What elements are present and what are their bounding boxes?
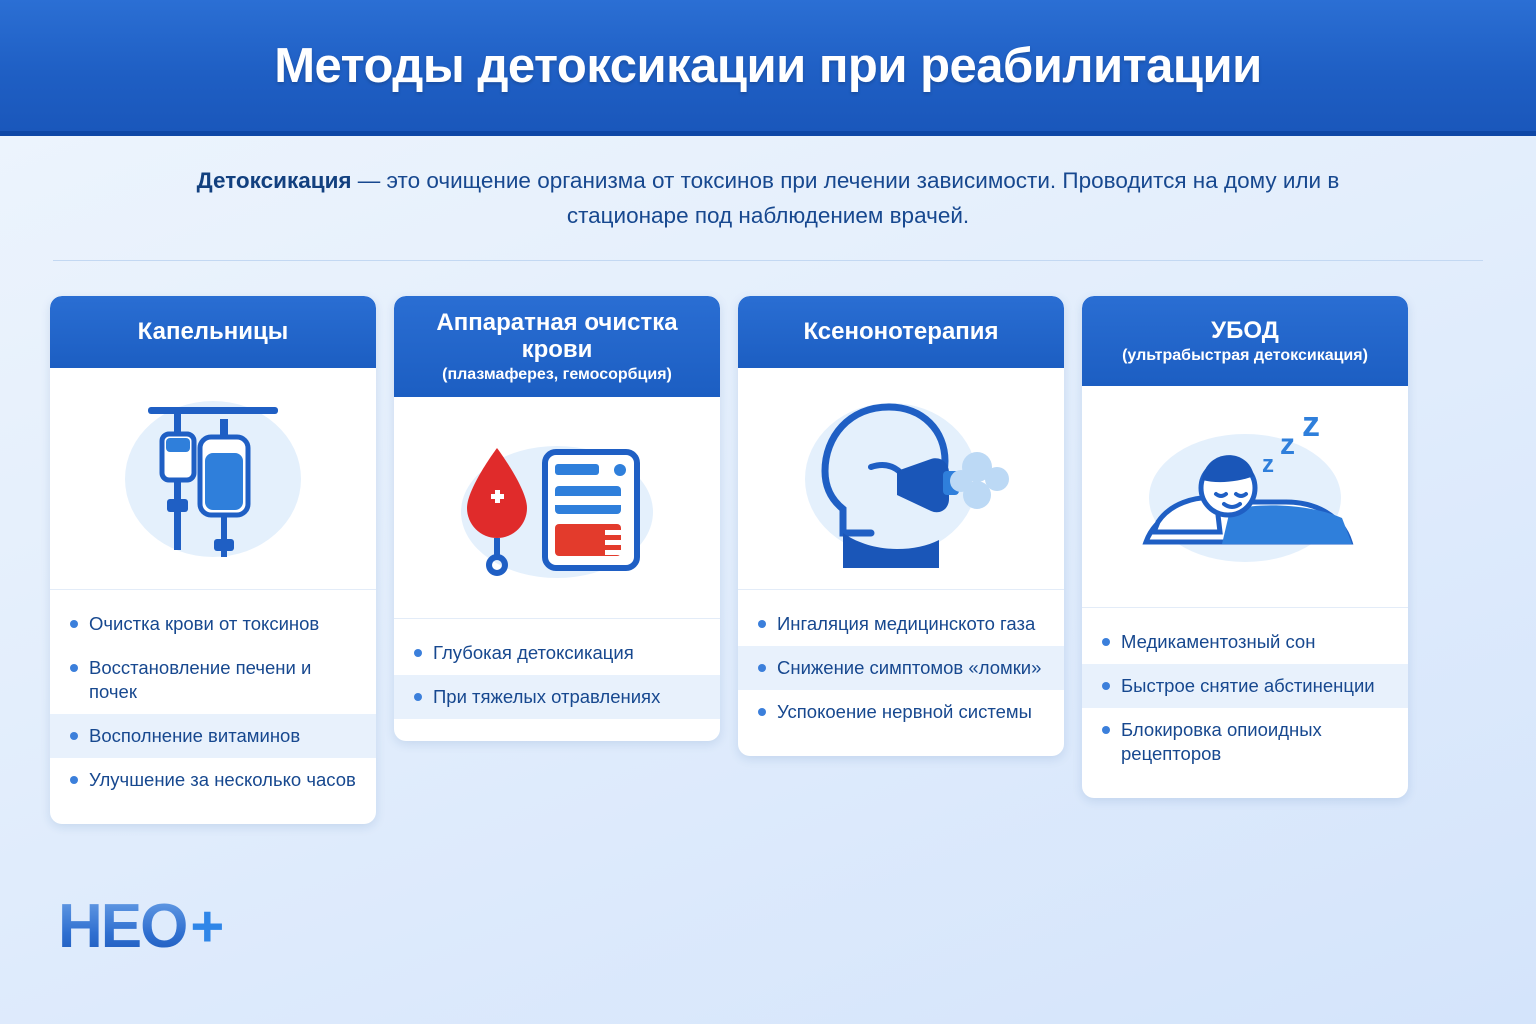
bullet-dot-icon — [70, 732, 78, 740]
iv-drip-icon — [88, 379, 338, 579]
card-title: Ксенонотерапия — [803, 318, 999, 346]
card-title: Аппаратная очистка крови — [436, 309, 678, 363]
card-bullets — [394, 619, 720, 741]
card-ubod[interactable] — [1082, 296, 1408, 798]
card-title: УБОД — [1211, 317, 1279, 345]
list-item — [738, 646, 1064, 690]
bullet-text: Ингаляция медицинското газа — [777, 613, 1036, 634]
bullet-dot-icon — [70, 776, 78, 784]
bullet-dot-icon — [1102, 638, 1110, 646]
bullet-text: Очистка крови от токсинов — [89, 613, 320, 634]
sleeping-patient-icon — [1110, 402, 1380, 592]
bullet-dot-icon — [414, 693, 422, 701]
list-item — [50, 646, 376, 714]
list-item — [394, 631, 720, 675]
bullet-text: Быстрое снятие абстиненции — [1121, 675, 1375, 697]
brand-logo — [58, 891, 224, 962]
bullet-text: Глубокая детоксикация — [433, 641, 634, 663]
card-subtitle: (плазмаферез, гемосорбция) — [442, 365, 672, 383]
list-item — [50, 714, 376, 758]
card-header — [394, 296, 720, 397]
svg-text:z: z — [1280, 427, 1295, 461]
card-subtitle: (ультрабыстрая детоксикация) — [1122, 346, 1368, 364]
svg-text:z: z — [1262, 450, 1274, 478]
card-header — [1082, 296, 1408, 386]
page-title: Методы детоксикации при реабилитации — [274, 38, 1262, 93]
card-title: Капельницы — [137, 318, 289, 346]
method-cards — [50, 296, 1486, 824]
bullet-dot-icon — [1102, 726, 1110, 734]
card-illustration — [1082, 386, 1408, 608]
card-header — [50, 296, 376, 368]
bullet-text: Снижение симптомов «ломки» — [777, 657, 1042, 679]
intro-text — [178, 164, 1358, 234]
blood-machine-icon — [427, 412, 687, 602]
inhalation-mask-icon — [771, 379, 1031, 579]
svg-text:z: z — [1302, 402, 1320, 444]
list-item — [1082, 664, 1408, 708]
bullet-text: Блокировка опиоидных рецепторов — [1121, 719, 1322, 765]
list-item — [50, 758, 376, 802]
logo-text: HEO — [58, 892, 187, 961]
list-item — [738, 602, 1064, 646]
bullet-dot-icon — [758, 664, 766, 672]
card-kapelnitsy[interactable] — [50, 296, 376, 824]
bullet-dot-icon — [70, 664, 78, 672]
section-divider — [53, 260, 1483, 261]
list-item — [738, 690, 1064, 734]
bullet-text: Успокоение нервной системы — [777, 701, 1032, 723]
page-header — [0, 0, 1536, 136]
list-item — [1082, 620, 1408, 664]
card-illustration — [50, 368, 376, 590]
list-item — [1082, 708, 1408, 776]
list-item — [50, 602, 376, 646]
bullet-text: Восстановление печени и почек — [89, 657, 312, 703]
card-bullets — [1082, 608, 1408, 798]
card-bullets — [50, 590, 376, 824]
card-apparatnaya-ochistka[interactable] — [394, 296, 720, 741]
list-item — [394, 675, 720, 719]
card-ksenonoterapiya[interactable] — [738, 296, 1064, 756]
card-bullets — [738, 590, 1064, 756]
card-illustration — [394, 397, 720, 619]
bullet-text: При тяжелых отравлениях — [433, 685, 661, 707]
bullet-dot-icon — [758, 620, 766, 628]
bullet-dot-icon — [70, 620, 78, 628]
intro-lead: Детоксикация — [196, 168, 352, 193]
bullet-text: Восполнение витаминов — [89, 725, 301, 747]
bullet-text: Медикаментозный сон — [1121, 631, 1316, 652]
card-illustration — [738, 368, 1064, 590]
bullet-text: Улучшение за несколько часов — [89, 769, 356, 791]
bullet-dot-icon — [1102, 682, 1110, 690]
intro-rest: — это очищение организма от токсинов при лечении зависимости. Проводится на дому или в стационаре под наблюдением врачей. — [351, 168, 1340, 228]
bullet-dot-icon — [758, 708, 766, 716]
bullet-dot-icon — [414, 649, 422, 657]
logo-plus-icon: + — [190, 894, 225, 959]
card-header — [738, 296, 1064, 368]
